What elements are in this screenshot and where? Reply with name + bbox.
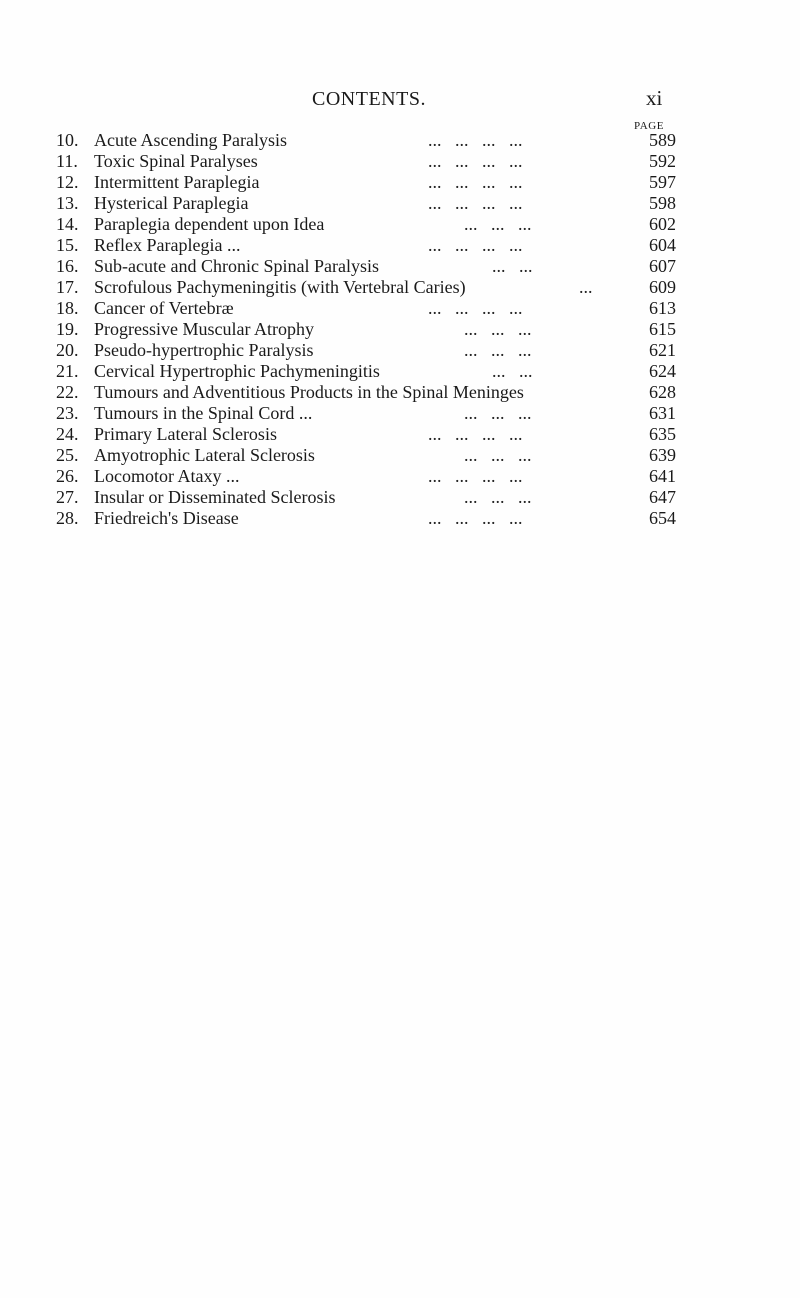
page-column-label: PAGE (634, 120, 665, 132)
toc-entry[interactable] (56, 256, 676, 277)
dot-leaders: ... (579, 277, 593, 297)
toc-entry[interactable] (56, 130, 676, 151)
entry-page-number: 598 (649, 193, 676, 213)
dot-leaders: ... ... (492, 256, 533, 276)
dot-leaders: ... ... ... ... (428, 172, 523, 192)
entry-title: Acute Ascending Paralysis (94, 130, 287, 150)
entry-title: Tumours in the Spinal Cord ... (94, 403, 313, 423)
dot-leaders: ... ... ... ... (428, 193, 523, 213)
entry-title: Cancer of Vertebræ (94, 298, 234, 318)
entry-page-number: 621 (649, 340, 676, 360)
entry-page-number: 607 (649, 256, 676, 276)
dot-leaders: ... ... ... ... (428, 298, 523, 318)
entry-title: Toxic Spinal Paralyses (94, 151, 258, 171)
entry-title: Progressive Muscular Atrophy (94, 319, 314, 339)
entry-title: Insular or Disseminated Sclerosis (94, 487, 336, 507)
entry-page-number: 602 (649, 214, 676, 234)
entry-page-number: 639 (649, 445, 676, 465)
dot-leaders: ... ... ... ... (428, 235, 523, 255)
toc-entry[interactable] (56, 466, 676, 487)
toc-entry[interactable] (56, 277, 676, 298)
entry-title: Primary Lateral Sclerosis (94, 424, 277, 444)
entry-title: Sub-acute and Chronic Spinal Paralysis (94, 256, 379, 276)
entry-title: Amyotrophic Lateral Sclerosis (94, 445, 315, 465)
entry-number: 23. (56, 403, 79, 423)
toc-entry[interactable] (56, 235, 676, 256)
entry-page-number: 592 (649, 151, 676, 171)
toc-entry[interactable] (56, 172, 676, 193)
toc-entry[interactable] (56, 361, 676, 382)
entry-page-number: 604 (649, 235, 676, 255)
entry-number: 11. (56, 151, 78, 171)
entry-page-number: 615 (649, 319, 676, 339)
entry-page-number: 654 (649, 508, 676, 528)
entry-number: 22. (56, 382, 79, 402)
toc-entry[interactable] (56, 319, 676, 340)
toc-entry[interactable] (56, 193, 676, 214)
entry-number: 28. (56, 508, 79, 528)
entry-number: 26. (56, 466, 79, 486)
table-of-contents (56, 130, 676, 529)
dot-leaders: ... ... ... (464, 403, 532, 423)
dot-leaders: ... ... ... (464, 214, 532, 234)
dot-leaders: ... ... ... ... (428, 151, 523, 171)
toc-entry[interactable] (56, 214, 676, 235)
entry-number: 13. (56, 193, 79, 213)
entry-number: 25. (56, 445, 79, 465)
entry-number: 17. (56, 277, 79, 297)
dot-leaders: ... ... ... ... (428, 130, 523, 150)
dot-leaders: ... ... ... (464, 487, 532, 507)
toc-entry[interactable] (56, 508, 676, 529)
entry-title: Pseudo-hypertrophic Paralysis (94, 340, 314, 360)
dot-leaders: ... ... ... ... (428, 466, 523, 486)
entry-number: 19. (56, 319, 79, 339)
entry-title: Cervical Hypertrophic Pachymeningitis (94, 361, 380, 381)
running-header (0, 88, 800, 112)
entry-number: 16. (56, 256, 79, 276)
entry-title: Scrofulous Pachymeningitis (with Vertebral Caries) (94, 277, 466, 297)
toc-entry[interactable] (56, 487, 676, 508)
entry-number: 15. (56, 235, 79, 255)
entry-number: 21. (56, 361, 79, 381)
toc-entry[interactable] (56, 382, 676, 403)
dot-leaders: ... ... ... ... (428, 424, 523, 444)
entry-page-number: 589 (649, 130, 676, 150)
entry-title: Reflex Paraplegia ... (94, 235, 241, 255)
entry-page-number: 613 (649, 298, 676, 318)
entry-page-number: 641 (649, 466, 676, 486)
entry-title: Hysterical Paraplegia (94, 193, 249, 213)
toc-entry[interactable] (56, 298, 676, 319)
entry-number: 27. (56, 487, 79, 507)
entry-page-number: 647 (649, 487, 676, 507)
entry-title: Intermittent Paraplegia (94, 172, 260, 192)
toc-entry[interactable] (56, 424, 676, 445)
toc-entry[interactable] (56, 340, 676, 361)
dot-leaders: ... ... ... (464, 340, 532, 360)
dot-leaders: ... ... ... (464, 319, 532, 339)
entry-number: 20. (56, 340, 79, 360)
entry-title: Paraplegia dependent upon Idea (94, 214, 325, 234)
dot-leaders: ... ... ... (464, 445, 532, 465)
toc-entry[interactable] (56, 403, 676, 424)
page-title: CONTENTS. (312, 88, 426, 110)
dot-leaders: ... ... (492, 361, 533, 381)
entry-title: Tumours and Adventitious Products in the Spinal Meninges (94, 382, 524, 402)
toc-entry[interactable] (56, 445, 676, 466)
dot-leaders: ... ... ... ... (428, 508, 523, 528)
entry-title: Friedreich's Disease (94, 508, 239, 528)
entry-page-number: 628 (649, 382, 676, 402)
entry-page-number: 631 (649, 403, 676, 423)
toc-entry[interactable] (56, 151, 676, 172)
entry-number: 18. (56, 298, 79, 318)
entry-title: Locomotor Ataxy ... (94, 466, 240, 486)
entry-number: 10. (56, 130, 79, 150)
entry-number: 24. (56, 424, 79, 444)
entry-page-number: 597 (649, 172, 676, 192)
entry-page-number: 624 (649, 361, 676, 381)
entry-page-number: 635 (649, 424, 676, 444)
entry-number: 12. (56, 172, 79, 192)
entry-number: 14. (56, 214, 79, 234)
entry-page-number: 609 (649, 277, 676, 297)
page-number: xi (646, 86, 663, 110)
